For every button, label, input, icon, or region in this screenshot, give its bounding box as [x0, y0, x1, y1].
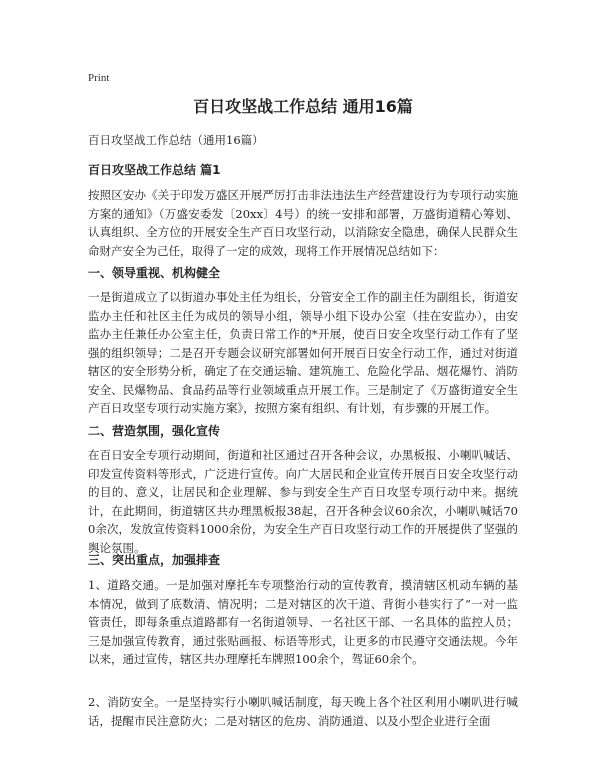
- document-title: 百日攻坚战工作总结 通用16篇: [193, 97, 413, 116]
- section-1-heading: 一、领导重视、机构健全: [88, 266, 221, 280]
- part-heading: 百日攻坚战工作总结 篇1: [88, 163, 221, 177]
- section-3-heading: 三、突出重点，加强排查: [88, 553, 221, 567]
- section-3-item-1: 1、道路交通。一是加强对摩托车专项整治行动的宣传教育，摸清辖区机动车辆的基本情况，做到了底数清、情况明；二是对辖区的次干道、背街小巷实行了“一对一监管责任，即每条重点道路都有一名街道领导、一名社区干部、一名具体的监控人员；三是加强宣传教育，通过张贴画报、标语等形式，让更多的市民遵守交通法规。今年以来，通过宣传，辖区共办理摩托车牌照100余个，驾证60余个。: [88, 578, 518, 666]
- print-link[interactable]: Print: [88, 72, 110, 84]
- section-2-heading: 二、营造氛围，强化宣传: [88, 424, 221, 438]
- document-subtitle: 百日攻坚战工作总结（通用16篇）: [88, 133, 264, 147]
- section-1-paragraph: 一是街道成立了以街道办事处主任为组长，分管安全工作的副主任为副组长，街道安监办主任和社区主任为成员的领导小组，领导小组下设办公室（挂在安监办），由安监办主任兼任办公室主任，负责日常工作的*开展，使百日安全攻坚行动工作有了坚强的组织领导；二是召开专题会议研究部署如何开展百日安全行动工作，通过对街道辖区的安全形势分析，确定了在交通运输、建筑施工、危险化学品、烟花爆竹、消防安全、民爆物品、食品药品等行业领域重点开展工作。三是制定了《万盛街道安全生产百日攻坚专项行动实施方案》，按照方案有组织、有计划，有步骤的开展工作。: [88, 290, 518, 415]
- section-2-paragraph: 在百日安全专项行动期间，街道和社区通过召开各种会议，办黑板报、小喇叭喊话、印发宣传资料等形式，广泛进行宣传。向广大居民和企业宣传开展百日安全攻坚行动的目的、意义，让居民和企业理解、参与到安全生产百日攻坚专项行动中来。据统计，在此期间，街道辖区共办理黑板报38起，召开各种会议60余次，小喇叭喊话700余次，发放宣传资料1000余份，为安全生产百日攻坚行动工作的开展提供了坚强的舆论氛围。: [88, 448, 518, 555]
- section-3-item-2: 2、消防安全。一是坚持实行小喇叭喊话制度，每天晚上各个社区利用小喇叭进行喊话，提醒市民注意防火；二是对辖区的危房、消防通道、以及小型企业进行全面: [88, 695, 518, 728]
- intro-paragraph: 按照区安办《关于印发万盛区开展严厉打击非法违法生产经营建设行为专项行动实施方案的通知》（万盛安委发〔20xx〕4号）的统一安排和部署，万盛街道精心筹划、认真组织、全方位的开展安全生产百日攻坚行动，以消除安全隐患，确保人民群众生命财产安全为己任，取得了一定的成效，现将工作开展情况总结如下：: [88, 188, 518, 258]
